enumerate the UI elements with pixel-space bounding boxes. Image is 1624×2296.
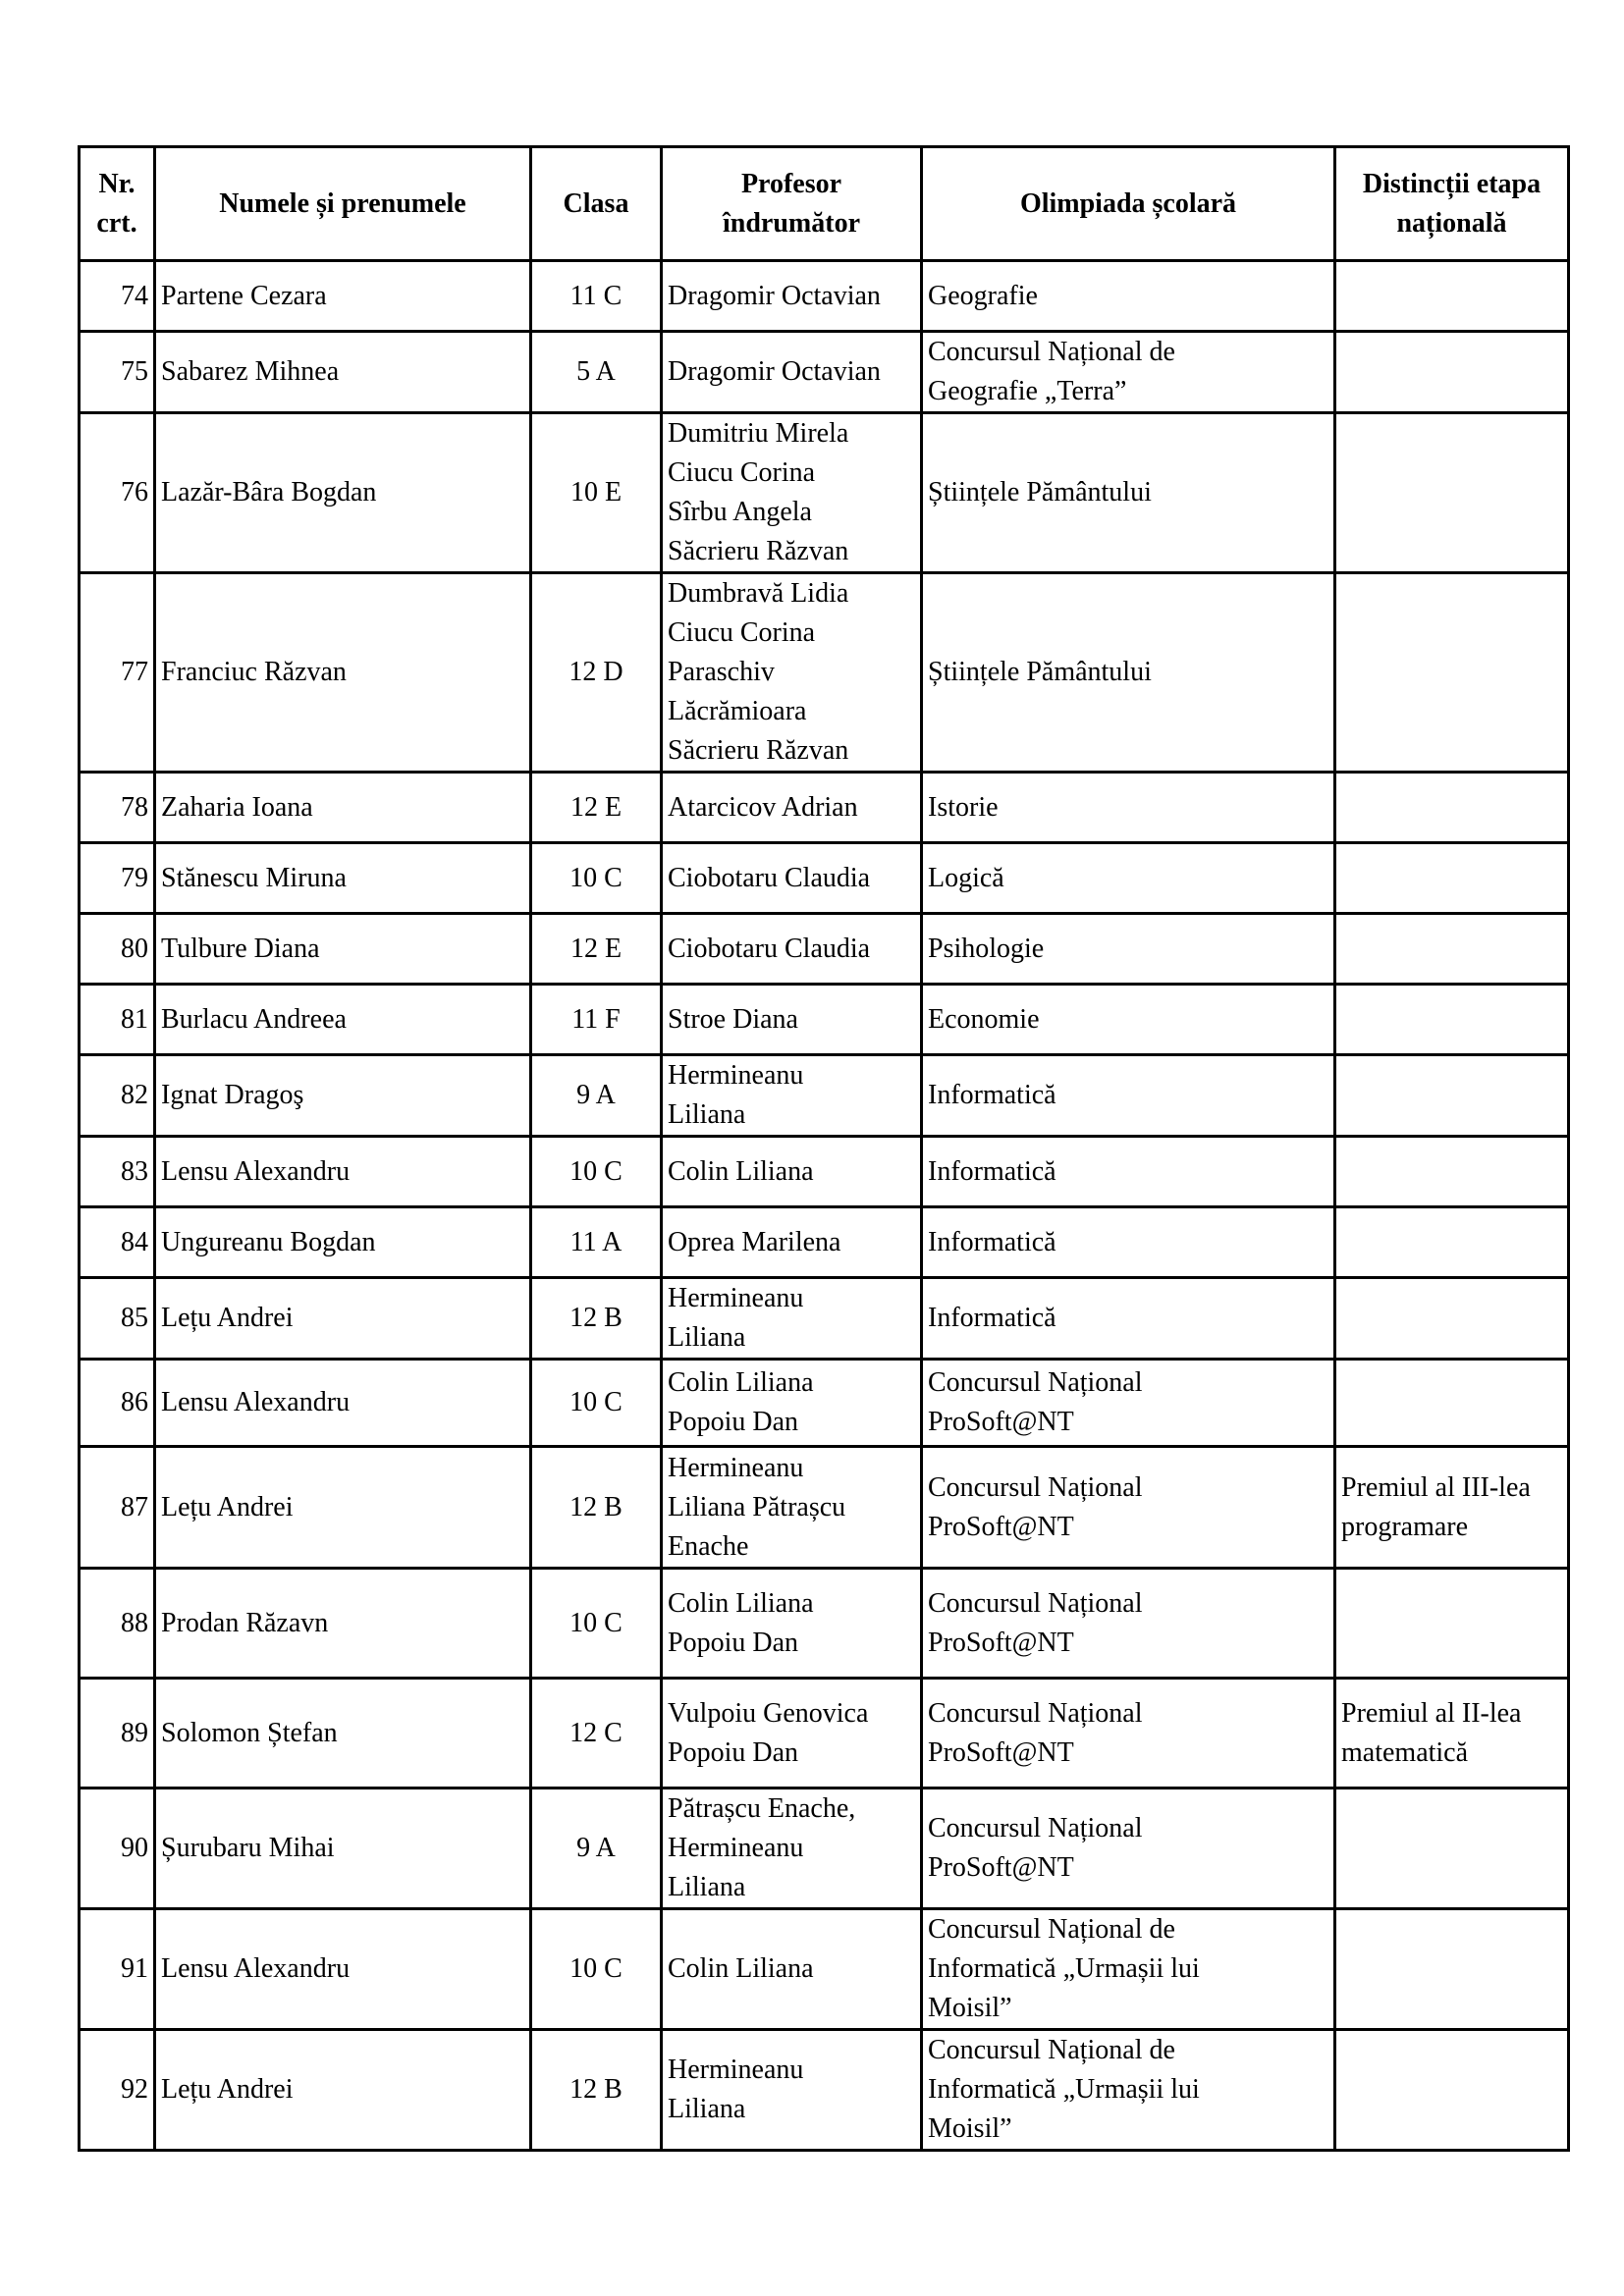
cell-class: 9 A (531, 1789, 662, 1909)
cell-name: Lețu Andrei (155, 1447, 531, 1569)
cell-line: Informatică „Urmașii lui (928, 2074, 1200, 2105)
cell-distinction (1335, 413, 1569, 573)
cell-nr: 79 (80, 843, 155, 914)
cell-class: 10 C (531, 1360, 662, 1447)
cell-line: Științele Pământului (928, 657, 1152, 687)
cell-line: programare (1341, 1511, 1469, 1542)
cell-nr: 88 (80, 1569, 155, 1679)
cell-line: Logică (928, 862, 1004, 893)
cell-teacher (662, 843, 922, 914)
cell-class: 12 B (531, 2030, 662, 2151)
cell-teacher (662, 1569, 922, 1679)
cell-line: Profesor (740, 168, 842, 199)
cell-olympiad (922, 1360, 1335, 1447)
table-row (80, 1278, 1569, 1360)
cell-line: Colin Liliana (668, 1587, 814, 1619)
cell-line: Concursul Național (928, 1697, 1143, 1729)
table-row (80, 1679, 1569, 1789)
table-row (80, 1447, 1569, 1569)
table-row (80, 332, 1569, 413)
cell-name: Sabarez Mihnea (155, 332, 531, 413)
table-row (80, 843, 1569, 914)
cell-line: Concursul Național de (928, 1914, 1175, 1945)
cell-line: Informatică (928, 1226, 1056, 1257)
cell-class: 10 C (531, 843, 662, 914)
cell-line: Liliana (668, 1099, 746, 1130)
cell-olympiad (922, 573, 1335, 773)
cell-teacher (662, 1207, 922, 1278)
cell-teacher (662, 1055, 922, 1137)
cell-class: 12 D (531, 573, 662, 773)
cell-teacher (662, 1789, 922, 1909)
cell-line: Geografie „Terra” (928, 376, 1127, 406)
table-row (80, 413, 1569, 573)
cell-distinction (1335, 914, 1569, 985)
table-row (80, 985, 1569, 1055)
table-row (80, 1789, 1569, 1909)
cell-line: Moisil” (928, 1993, 1012, 2023)
cell-line: Informatică (928, 1303, 1056, 1333)
cell-line: ProSoft@NT (928, 1852, 1074, 1883)
cell-line: matematică (1341, 1736, 1469, 1768)
cell-olympiad (922, 843, 1335, 914)
table-row (80, 1909, 1569, 2030)
cell-teacher (662, 261, 922, 332)
cell-class: 10 C (531, 1569, 662, 1679)
cell-olympiad (922, 1909, 1335, 2030)
table-row (80, 914, 1569, 985)
cell-olympiad (922, 2030, 1335, 2151)
cell-name: Tulbure Diana (155, 914, 531, 985)
cell-line: Liliana Pătrașcu (668, 1491, 846, 1522)
cell-line: îndrumător (723, 207, 860, 239)
cell-nr: 76 (80, 413, 155, 573)
cell-olympiad (922, 1207, 1335, 1278)
cell-line: Ciucu Corina (668, 617, 816, 648)
cell-line: Stroe Diana (668, 1003, 798, 1035)
cell-name: Zaharia Ioana (155, 773, 531, 843)
cell-name: Prodan Răzavn (155, 1569, 531, 1679)
cell-teacher (662, 1909, 922, 2030)
cell-teacher (662, 2030, 922, 2151)
cell-nr: 86 (80, 1360, 155, 1447)
cell-name: Ungureanu Bogdan (155, 1207, 531, 1278)
cell-line: Concursul Național (928, 1587, 1143, 1619)
cell-line: Științele Pământului (928, 477, 1152, 507)
table-row (80, 573, 1569, 773)
cell-class: 10 C (531, 1137, 662, 1207)
cell-teacher (662, 1360, 922, 1447)
cell-line: națională (1396, 207, 1507, 239)
cell-line: Geografie (928, 280, 1038, 311)
cell-nr: 78 (80, 773, 155, 843)
cell-olympiad (922, 332, 1335, 413)
cell-line: Colin Liliana (668, 1953, 814, 1984)
cell-teacher (662, 985, 922, 1055)
cell-class: 12 C (531, 1679, 662, 1789)
cell-name: Partene Cezara (155, 261, 531, 332)
cell-class: 12 E (531, 773, 662, 843)
cell-line: Concursul Național (928, 1813, 1143, 1843)
cell-line: Istorie (928, 791, 999, 823)
cell-olympiad (922, 1055, 1335, 1137)
cell-class: 5 A (531, 332, 662, 413)
table-row (80, 2030, 1569, 2151)
table-row (80, 1569, 1569, 1679)
cell-line: Liliana (668, 2094, 746, 2124)
cell-nr: 74 (80, 261, 155, 332)
cell-line: Dumitriu Mirela (668, 418, 849, 449)
cell-olympiad (922, 1278, 1335, 1360)
cell-olympiad (922, 1679, 1335, 1789)
header-class (531, 147, 662, 261)
cell-distinction (1335, 1137, 1569, 1207)
cell-distinction (1335, 1679, 1569, 1789)
header-row (80, 147, 1569, 261)
cell-name: Lensu Alexandru (155, 1360, 531, 1447)
cell-line: Popoiu Dan (668, 1627, 798, 1658)
cell-line: Paraschiv (668, 657, 775, 687)
cell-line: Săcrieru Răzvan (668, 735, 849, 766)
cell-line: Moisil” (928, 2113, 1012, 2144)
cell-nr: 87 (80, 1447, 155, 1569)
table-row (80, 1207, 1569, 1278)
cell-distinction (1335, 1569, 1569, 1679)
cell-line: Concursul Național (928, 1367, 1143, 1398)
cell-class: 12 B (531, 1447, 662, 1569)
header-teacher (662, 147, 922, 261)
cell-distinction (1335, 1909, 1569, 2030)
cell-line: Lăcrămioara (668, 696, 807, 726)
cell-teacher (662, 1679, 922, 1789)
cell-nr: 91 (80, 1909, 155, 2030)
cell-class: 10 E (531, 413, 662, 573)
cell-line: Hermineanu (668, 1283, 804, 1313)
cell-distinction (1335, 773, 1569, 843)
cell-line: ProSoft@NT (928, 1736, 1074, 1768)
cell-line: Informatică „Urmașii lui (928, 1953, 1200, 1984)
cell-nr: 75 (80, 332, 155, 413)
cell-distinction (1335, 985, 1569, 1055)
cell-distinction (1335, 1360, 1569, 1447)
cell-line: Hermineanu (668, 1060, 804, 1091)
cell-class: 10 C (531, 1909, 662, 2030)
cell-class: 12 B (531, 1278, 662, 1360)
cell-line: Psihologie (928, 933, 1045, 964)
cell-name: Franciuc Răzvan (155, 573, 531, 773)
cell-line: Săcrieru Răzvan (668, 536, 849, 566)
cell-class: 11 C (531, 261, 662, 332)
cell-name: Lazăr-Bâra Bogdan (155, 413, 531, 573)
header-nr (80, 147, 155, 261)
cell-line: Clasa (563, 187, 629, 219)
cell-line: Ciobotaru Claudia (668, 933, 871, 964)
cell-olympiad (922, 985, 1335, 1055)
cell-line: Distincții etapa (1362, 168, 1542, 199)
cell-line: Liliana (668, 1322, 746, 1353)
table-row (80, 1137, 1569, 1207)
cell-olympiad (922, 1789, 1335, 1909)
cell-teacher (662, 1278, 922, 1360)
cell-distinction (1335, 1447, 1569, 1569)
table-row (80, 1055, 1569, 1137)
cell-line: ProSoft@NT (928, 1407, 1074, 1437)
cell-nr: 83 (80, 1137, 155, 1207)
cell-olympiad (922, 914, 1335, 985)
cell-line: Dragomir Octavian (668, 356, 881, 387)
cell-nr: 85 (80, 1278, 155, 1360)
cell-line: Concursul Național de (928, 337, 1175, 367)
cell-olympiad (922, 1137, 1335, 1207)
table-row (80, 261, 1569, 332)
cell-class: 12 E (531, 914, 662, 985)
cell-line: Colin Liliana (668, 1367, 814, 1398)
cell-line: Premiul al III-lea (1341, 1471, 1531, 1503)
cell-name: Ignat Dragoş (155, 1055, 531, 1137)
cell-line: Economie (928, 1003, 1040, 1035)
cell-line: Hermineanu (668, 2055, 804, 2085)
cell-name: Lețu Andrei (155, 1278, 531, 1360)
cell-line: Dragomir Octavian (668, 280, 881, 311)
results-table (78, 145, 1570, 2152)
cell-line: ProSoft@NT (928, 1627, 1074, 1658)
cell-line: Colin Liliana (668, 1155, 814, 1187)
cell-line: Pătrașcu Enache, (668, 1793, 856, 1824)
cell-line: Ciucu Corina (668, 457, 816, 488)
table-body (80, 261, 1569, 2151)
cell-olympiad (922, 773, 1335, 843)
cell-distinction (1335, 1207, 1569, 1278)
cell-distinction (1335, 1789, 1569, 1909)
header-olympiad (922, 147, 1335, 261)
cell-class: 11 A (531, 1207, 662, 1278)
cell-nr: 77 (80, 573, 155, 773)
cell-nr: 80 (80, 914, 155, 985)
cell-line: Ciobotaru Claudia (668, 862, 871, 893)
cell-line: Sîrbu Angela (668, 497, 812, 527)
cell-line: crt. (96, 207, 137, 239)
cell-line: Vulpoiu Genovica (668, 1697, 869, 1729)
cell-distinction (1335, 1278, 1569, 1360)
cell-nr: 84 (80, 1207, 155, 1278)
header-name (155, 147, 531, 261)
cell-line: Atarcicov Adrian (668, 791, 858, 823)
cell-line: Hermineanu (668, 1452, 804, 1483)
cell-teacher (662, 413, 922, 573)
cell-name: Lensu Alexandru (155, 1909, 531, 2030)
cell-line: Informatică (928, 1155, 1056, 1187)
cell-line: Nr. (98, 168, 135, 199)
cell-nr: 82 (80, 1055, 155, 1137)
cell-nr: 81 (80, 985, 155, 1055)
table-row (80, 1360, 1569, 1447)
cell-distinction (1335, 332, 1569, 413)
cell-teacher (662, 773, 922, 843)
cell-teacher (662, 1137, 922, 1207)
cell-line: Dumbravă Lidia (668, 578, 849, 609)
cell-name: Lețu Andrei (155, 2030, 531, 2151)
cell-line: Informatică (928, 1080, 1056, 1110)
cell-distinction (1335, 843, 1569, 914)
cell-name: Solomon Ștefan (155, 1679, 531, 1789)
cell-line: Concursul Național de (928, 2035, 1175, 2065)
cell-nr: 90 (80, 1789, 155, 1909)
cell-olympiad (922, 413, 1335, 573)
cell-nr: 89 (80, 1679, 155, 1789)
header-distinction (1335, 147, 1569, 261)
table-row (80, 773, 1569, 843)
cell-distinction (1335, 1055, 1569, 1137)
cell-teacher (662, 1447, 922, 1569)
cell-olympiad (922, 261, 1335, 332)
cell-line: Hermineanu (668, 1833, 804, 1863)
cell-teacher (662, 914, 922, 985)
cell-line: Numele și prenumele (219, 187, 466, 219)
cell-line: Popoiu Dan (668, 1736, 798, 1768)
cell-distinction (1335, 573, 1569, 773)
cell-class: 11 F (531, 985, 662, 1055)
cell-line: Olimpiada școlară (1019, 187, 1237, 219)
cell-class: 9 A (531, 1055, 662, 1137)
cell-nr: 92 (80, 2030, 155, 2151)
cell-name: Lensu Alexandru (155, 1137, 531, 1207)
cell-distinction (1335, 2030, 1569, 2151)
cell-line: Liliana (668, 1872, 746, 1902)
cell-teacher (662, 573, 922, 773)
cell-teacher (662, 332, 922, 413)
cell-line: Popoiu Dan (668, 1407, 798, 1437)
cell-line: Premiul al II-lea (1341, 1697, 1522, 1729)
cell-name: Stănescu Miruna (155, 843, 531, 914)
cell-line: Enache (668, 1530, 749, 1562)
cell-line: Concursul Național (928, 1471, 1143, 1503)
cell-distinction (1335, 261, 1569, 332)
cell-name: Șurubaru Mihai (155, 1789, 531, 1909)
cell-olympiad (922, 1447, 1335, 1569)
cell-name: Burlacu Andreea (155, 985, 531, 1055)
cell-line: ProSoft@NT (928, 1511, 1074, 1542)
cell-line: Oprea Marilena (668, 1226, 841, 1257)
cell-olympiad (922, 1569, 1335, 1679)
